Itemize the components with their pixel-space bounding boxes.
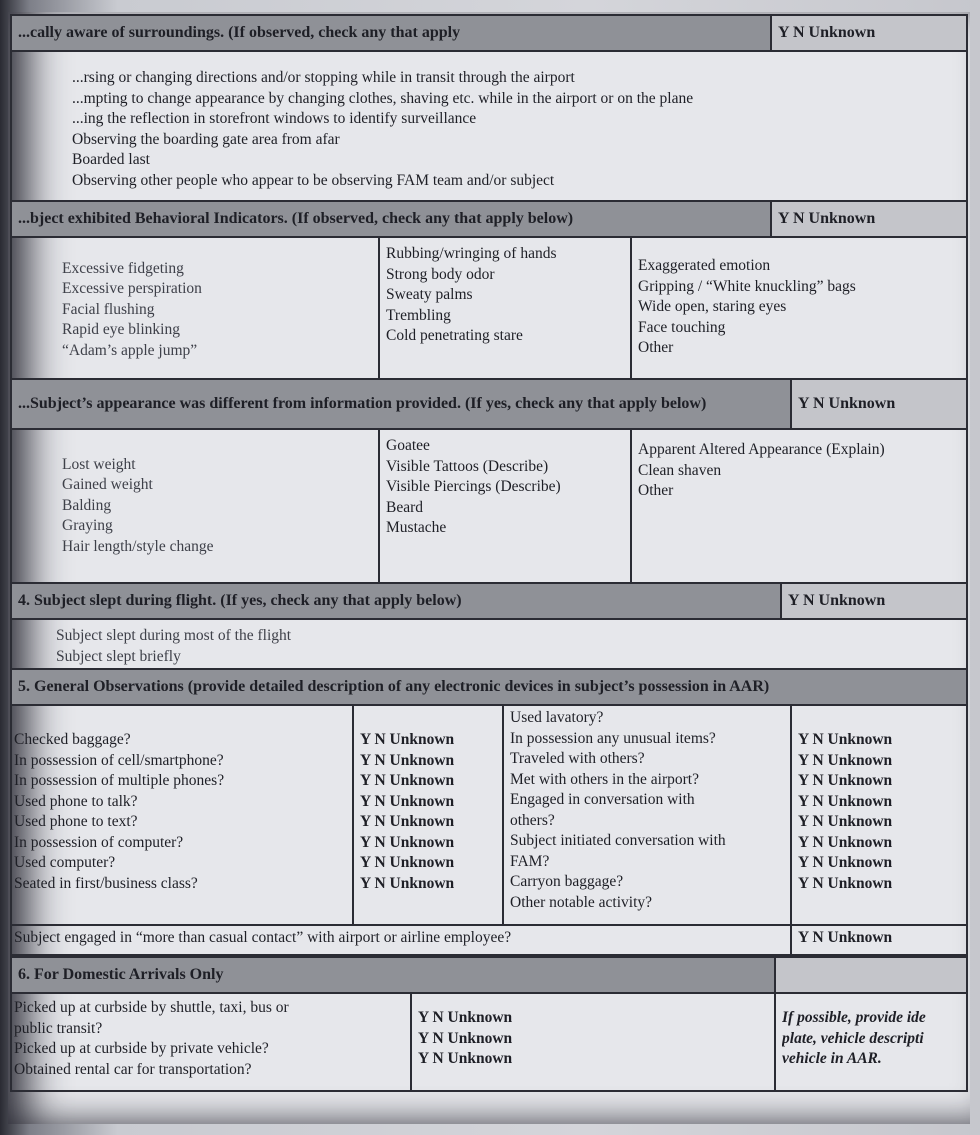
observations-left-questions bbox=[11, 705, 353, 925]
list-item[interactable]: Beard bbox=[386, 498, 424, 516]
casual-contact-yn[interactable]: Y N Unknown bbox=[791, 925, 967, 955]
question-item: others? bbox=[510, 811, 555, 829]
list-item[interactable]: Observing the boarding gate area from afar bbox=[72, 130, 340, 148]
question-item: Other notable activity? bbox=[510, 893, 653, 911]
list-item[interactable]: Subject slept briefly bbox=[56, 647, 181, 665]
question-item: In possession of cell/smartphone? bbox=[14, 751, 224, 769]
yn-choice[interactable]: Y N Unknown bbox=[360, 833, 455, 851]
question-item: FAM? bbox=[510, 852, 550, 870]
question-item: Engaged in conversation with bbox=[510, 791, 695, 808]
list-item[interactable]: “Adam’s apple jump” bbox=[62, 341, 198, 359]
question-item: Checked baggage? bbox=[14, 731, 131, 748]
question-item: Used phone to talk? bbox=[14, 792, 138, 810]
list-item[interactable]: Visible Tattoos (Describe) bbox=[386, 457, 549, 475]
list-item[interactable]: Gripping / “White knuckling” bags bbox=[638, 277, 856, 295]
list-item[interactable]: Wide open, staring eyes bbox=[638, 298, 787, 315]
list-item[interactable]: ...mpting to change appearance by changing clothes, shaving etc. while in the airport or on the plane bbox=[72, 89, 694, 107]
note-line: vehicle in AAR. bbox=[782, 1050, 882, 1067]
section-slept-yn[interactable]: Y N Unknown bbox=[781, 583, 967, 619]
section-surroundings-yn[interactable]: Y N Unknown bbox=[771, 15, 967, 51]
question-item: Picked up at curbside by private vehicle? bbox=[14, 1040, 269, 1057]
list-item[interactable]: Hair length/style change bbox=[62, 537, 214, 555]
list-item[interactable]: Visible Piercings (Describe) bbox=[386, 478, 561, 495]
question-item: Carryon baggage? bbox=[510, 873, 624, 890]
list-item[interactable]: Gained weight bbox=[62, 476, 153, 494]
yn-choice[interactable]: Y N Unknown bbox=[798, 833, 893, 851]
question-item: In possession of computer? bbox=[14, 833, 184, 851]
list-item[interactable]: ...ing the reflection in storefront windows to identify surveillance bbox=[72, 110, 477, 127]
question-item: public transit? bbox=[14, 1019, 103, 1037]
section-slept-header: 4. Subject slept during flight. (If yes, check any that apply below) bbox=[11, 583, 781, 619]
list-item[interactable]: Other bbox=[638, 339, 674, 356]
question-item: Subject initiated conversation with bbox=[510, 832, 726, 849]
section-domestic-arrivals-empty bbox=[775, 957, 967, 993]
list-item[interactable]: Rubbing/wringing of hands bbox=[386, 245, 557, 262]
yn-choice[interactable]: Y N Unknown bbox=[798, 731, 893, 748]
yn-choice[interactable]: Y N Unknown bbox=[360, 854, 455, 871]
section-appearance bbox=[10, 378, 968, 584]
yn-choice[interactable]: Y N Unknown bbox=[798, 813, 893, 830]
list-item[interactable]: Rapid eye blinking bbox=[62, 321, 180, 339]
section-surroundings bbox=[10, 14, 968, 212]
list-item[interactable]: Cold penetrating stare bbox=[386, 327, 523, 344]
question-item: Used lavatory? bbox=[510, 709, 604, 726]
yn-choice[interactable]: Y N Unknown bbox=[798, 772, 893, 789]
question-item: Traveled with others? bbox=[510, 750, 645, 767]
list-item[interactable]: Observing other people who appear to be observing FAM team and/or subject bbox=[72, 171, 555, 189]
section-domestic-arrivals-header: 6. For Domestic Arrivals Only bbox=[11, 957, 775, 993]
domestic-yn bbox=[411, 993, 775, 1091]
question-item: Picked up at curbside by shuttle, taxi, bus or bbox=[14, 999, 289, 1016]
question-item: Used phone to text? bbox=[14, 813, 138, 830]
list-item[interactable]: Balding bbox=[62, 496, 112, 514]
surroundings-items bbox=[11, 51, 967, 211]
list-item[interactable]: Boarded last bbox=[72, 151, 150, 168]
domestic-questions bbox=[11, 993, 411, 1091]
section-behavioral-yn[interactable]: Y N Unknown bbox=[771, 201, 967, 237]
yn-choice[interactable]: Y N Unknown bbox=[798, 751, 893, 769]
yn-choice[interactable]: Y N Unknown bbox=[418, 1029, 513, 1047]
yn-choice[interactable]: Y N Unknown bbox=[798, 854, 893, 871]
section-behavioral-header: ...bject exhibited Behavioral Indicators. (If observed, check any that apply below) bbox=[11, 201, 771, 237]
yn-choice[interactable]: Y N Unknown bbox=[360, 772, 455, 789]
section-surroundings-header: ...cally aware of surroundings. (If observed, check any that apply bbox=[11, 15, 771, 51]
observations-right-questions bbox=[503, 705, 791, 925]
section-appearance-header: ...Subject’s appearance was different from information provided. (If yes, check any that apply below) bbox=[11, 379, 791, 429]
behavioral-col-2 bbox=[379, 237, 631, 383]
question-item: Seated in first/business class? bbox=[14, 874, 198, 892]
question-item: In possession any unusual items? bbox=[510, 729, 716, 747]
domestic-note bbox=[775, 993, 967, 1091]
appearance-col-1 bbox=[11, 429, 379, 583]
list-item[interactable]: Lost weight bbox=[62, 455, 136, 473]
list-item[interactable]: Other bbox=[638, 482, 674, 499]
list-item[interactable]: Exaggerated emotion bbox=[638, 257, 771, 274]
list-item[interactable]: Trembling bbox=[386, 306, 451, 324]
yn-choice[interactable]: Y N Unknown bbox=[418, 1050, 513, 1067]
casual-contact-question: Subject engaged in “more than casual contact” with airport or airline employee? bbox=[11, 925, 791, 955]
list-item[interactable]: Subject slept during most of the flight bbox=[56, 627, 292, 644]
note-line: plate, vehicle descripti bbox=[782, 1029, 924, 1047]
question-item: Used computer? bbox=[14, 854, 116, 871]
question-item: In possession of multiple phones? bbox=[14, 772, 225, 789]
appearance-col-3 bbox=[631, 429, 967, 583]
observations-left-yn bbox=[353, 705, 503, 925]
behavioral-col-1 bbox=[11, 237, 379, 383]
list-item[interactable]: Facial flushing bbox=[62, 300, 155, 318]
yn-choice[interactable]: Y N Unknown bbox=[360, 731, 455, 748]
list-item[interactable]: Strong body odor bbox=[386, 265, 495, 283]
section-domestic-arrivals bbox=[10, 956, 968, 1092]
yn-choice[interactable]: Y N Unknown bbox=[360, 751, 455, 769]
yn-choice[interactable]: Y N Unknown bbox=[798, 874, 893, 892]
section-general-observations bbox=[10, 668, 968, 956]
section-slept bbox=[10, 582, 968, 682]
list-item[interactable]: Mustache bbox=[386, 519, 447, 536]
list-item[interactable]: ...rsing or changing directions and/or stopping while in transit through the airport bbox=[72, 69, 575, 86]
observations-right-yn bbox=[791, 705, 967, 925]
yn-choice[interactable]: Y N Unknown bbox=[418, 1009, 513, 1026]
list-item[interactable]: Sweaty palms bbox=[386, 286, 473, 303]
list-item[interactable]: Graying bbox=[62, 517, 113, 535]
list-item[interactable]: Excessive perspiration bbox=[62, 280, 202, 298]
list-item[interactable]: Excessive fidgeting bbox=[62, 259, 184, 277]
note-line: If possible, provide ide bbox=[782, 1009, 926, 1026]
yn-choice[interactable]: Y N Unknown bbox=[798, 792, 893, 810]
list-item[interactable]: Goatee bbox=[386, 437, 430, 454]
yn-choice[interactable]: Y N Unknown bbox=[360, 813, 455, 830]
behavioral-col-3 bbox=[631, 237, 967, 383]
section-appearance-yn[interactable]: Y N Unknown bbox=[791, 379, 967, 429]
yn-choice[interactable]: Y N Unknown bbox=[360, 792, 455, 810]
section-general-observations-header: 5. General Observations (provide detailed description of any electronic devices in subject’s possession in AAR) bbox=[11, 669, 967, 705]
question-item: Obtained rental car for transportation? bbox=[14, 1060, 252, 1078]
list-item[interactable]: Apparent Altered Appearance (Explain) bbox=[638, 441, 885, 458]
list-item[interactable]: Face touching bbox=[638, 318, 726, 336]
list-item[interactable]: Clean shaven bbox=[638, 461, 722, 479]
section-behavioral bbox=[10, 200, 968, 384]
appearance-col-2 bbox=[379, 429, 631, 583]
question-item: Met with others in the airport? bbox=[510, 770, 699, 788]
yn-choice[interactable]: Y N Unknown bbox=[360, 874, 455, 892]
